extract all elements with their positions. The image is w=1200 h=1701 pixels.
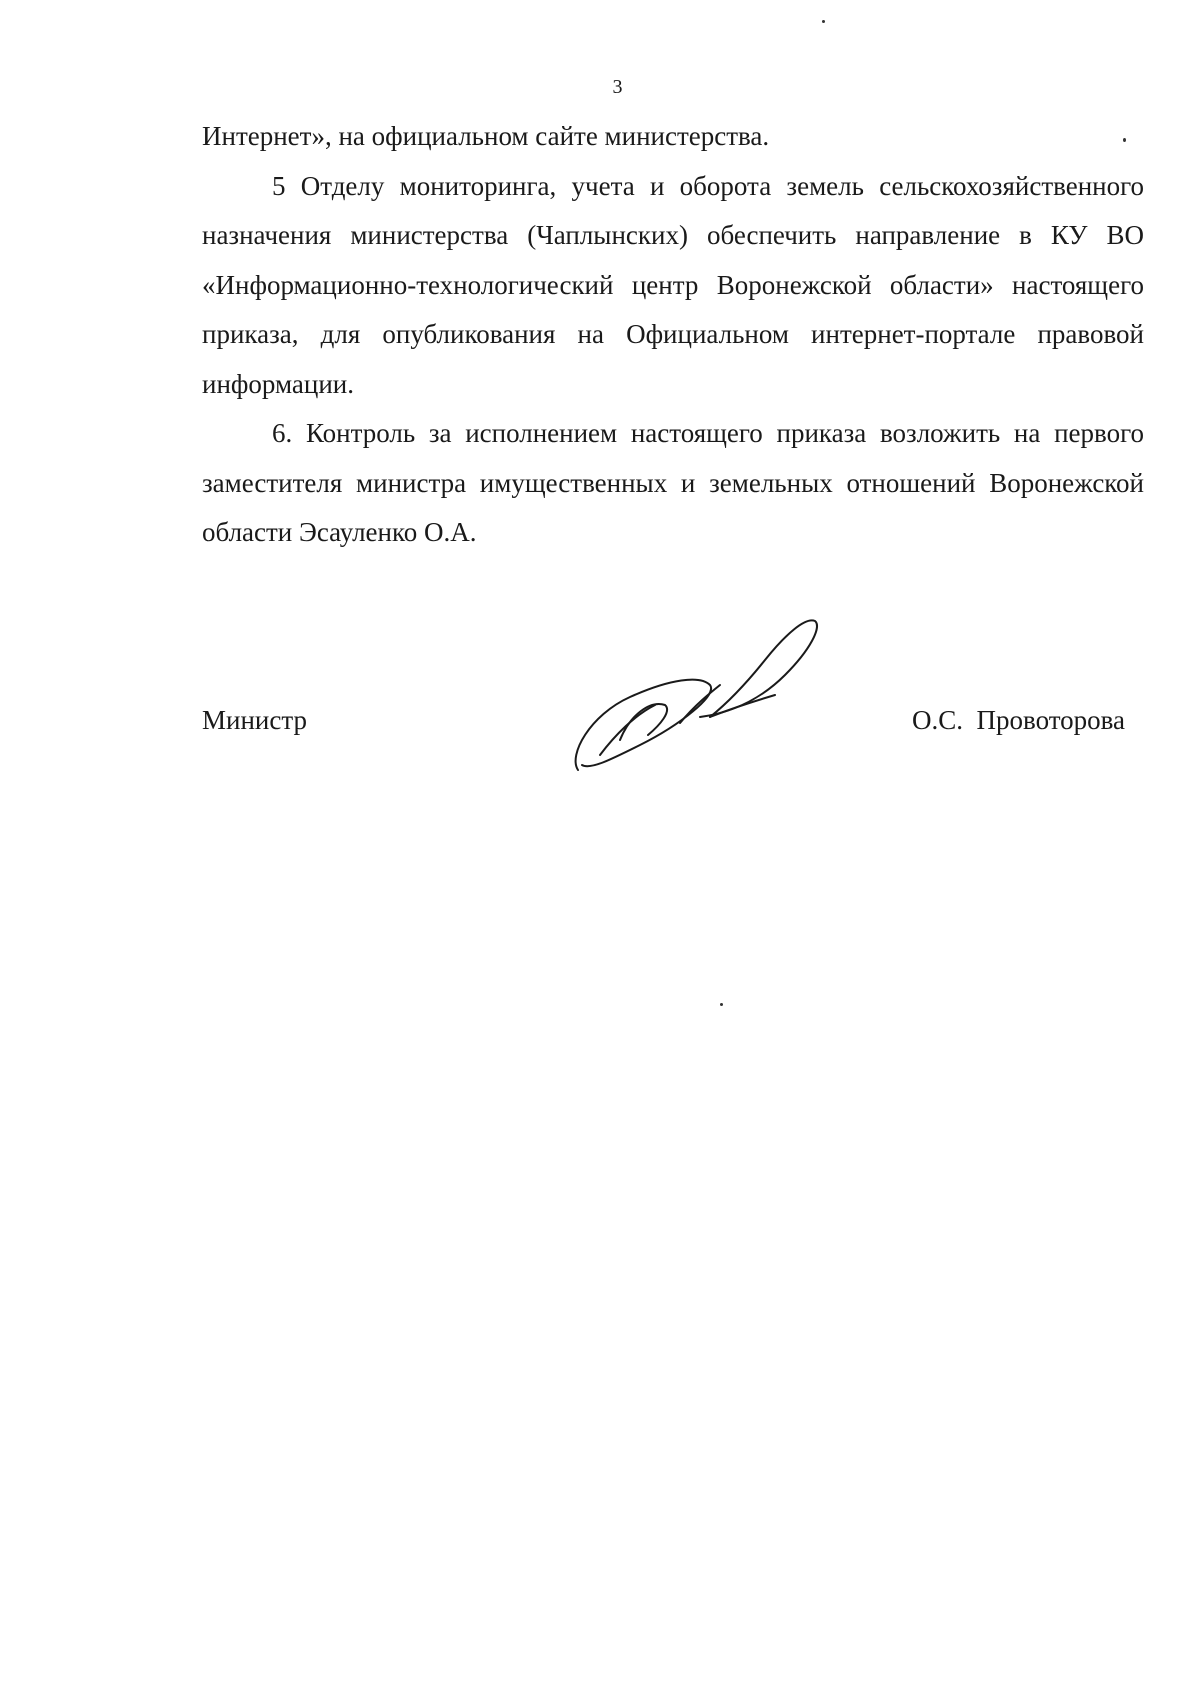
paragraph-continuation: Интернет», на официальном сайте министерства.	[202, 121, 770, 151]
handwritten-signature	[560, 605, 830, 780]
signatory-name: О.С. Провоторова	[912, 705, 1126, 735]
paragraph-5: 5 Отделу мониторинга, учета и оборота земель сельскохозяйственного назначения министерства (Чаплынских) обеспечить направление в КУ ВО «Информационно-технологический центр Воронежской области» настоящего приказа, для опубликования на Официальном интернет-портале правовой информации.	[202, 170, 1144, 399]
signatory-title: Министр	[202, 705, 307, 735]
scan-speck	[720, 1003, 723, 1006]
paragraph-6: 6. Контроль за исполнением настоящего приказа возложить на первого заместителя министра имущественных и земельных отношений Воронежской области Эсауленко О.А.	[202, 418, 1144, 547]
scan-speck	[822, 20, 825, 23]
document-body	[202, 112, 1144, 558]
scan-speck	[1123, 138, 1126, 142]
page-number: 3	[612, 76, 623, 98]
